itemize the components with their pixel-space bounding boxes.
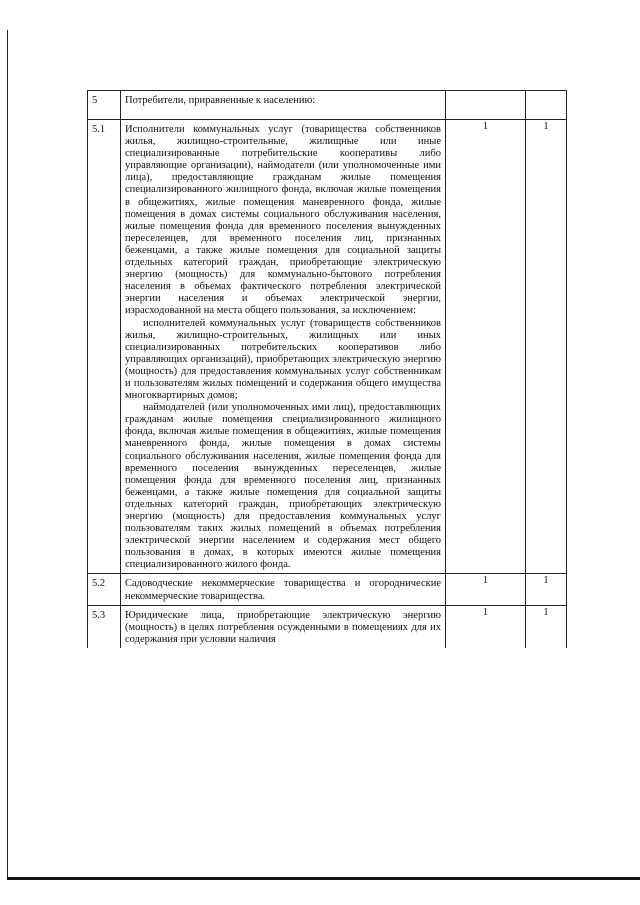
table-row: [88, 574, 567, 605]
value-cell-1: [446, 91, 526, 120]
row-description: [121, 605, 446, 648]
paragraph: Садоводческие некоммерческие товарищества и огороднические некоммерческие товарищества.: [125, 578, 441, 602]
row-description: [121, 574, 446, 605]
scan-edge-left: [7, 30, 8, 878]
row-description: [121, 120, 446, 574]
paragraph: Юридические лица, приобретающие электрическую энергию (мощность) в целях потребления осужденными в помещениях для их содержания при условии наличия: [125, 609, 441, 645]
row-number: 5: [88, 91, 121, 120]
value-cell-2: 1: [526, 574, 567, 605]
row-number: 5.1: [88, 120, 121, 574]
tariff-table: [87, 90, 567, 648]
value-cell-2: 1: [526, 120, 567, 574]
table-row: [88, 120, 567, 574]
row-number: 5.2: [88, 574, 121, 605]
paragraph: Исполнители коммунальных услуг (товарищества собственников жилья, жилищно-строительные, жилищные или иные специализированные потребительские кооперативы либо управляющие организации), наймодатели (или уполномоченные ими лица), предоставляющие гражданам жилые помещения специализированного жилищного фонда, включая жилые помещения в общежитиях, жилые помещения маневренного фонда, жилые помещения в домах системы социального обслуживания населения, жилые помещения фонда для временного поселения вынужденных переселенцев, для временного поселения лиц, признанных беженцами, а также жилые помещения для социальной защиты отдельных категорий граждан, приобретающие электрическую энергию (мощность) для коммунально-бытового потребления населения в объемах фактического потребления электрической энергии населения и объемах электрической энергии, израсходованной на места общего пользования, за исключением:: [125, 124, 441, 317]
paragraph: исполнителей коммунальных услуг (товариществ собственников жилья, жилищно-строительных, жилищных или иных специализированных потребительских кооперативов либо управляющих организаций), приобретающих электрическую энергию (мощность) для предоставления коммунальных услуг собственникам и пользователям жилых помещений и содержания общего имущества многоквартирных домов;: [125, 317, 441, 402]
value-cell-2: [526, 91, 567, 120]
value-cell-1: 1: [446, 574, 526, 605]
value-cell-1: 1: [446, 120, 526, 574]
paragraph: Потребители, приравненные к населению:: [125, 95, 316, 106]
table-row: [88, 605, 567, 648]
paragraph: наймодателей (или уполномоченных ими лиц), предоставляющих гражданам жилые помещения специализированного жилищного фонда, включая жилые помещения в общежитиях, жилые помещения маневренного фонда, жилые помещения в домах системы социального обслуживания населения, жилые помещения фонда для временного поселения вынужденных переселенцев, жилые помещения фонда для временного поселения лиц, признанных беженцами, а также жилые помещения для социальной защиты отдельных категорий граждан, приобретающих электрическую энергию (мощность) для предоставления коммунальных услуг пользователям таких жилых помещений в объемах потребления электрической энергии населением и содержания мест общего пользования в домах, в которых имеются жилые помещения специализированного жилого фонда.: [125, 402, 441, 571]
row-description: [121, 91, 446, 120]
row-number: 5.3: [88, 605, 121, 648]
value-cell-2: 1: [526, 605, 567, 648]
table-row: [88, 91, 567, 120]
value-cell-1: 1: [446, 605, 526, 648]
scan-edge-bottom: [7, 877, 640, 880]
